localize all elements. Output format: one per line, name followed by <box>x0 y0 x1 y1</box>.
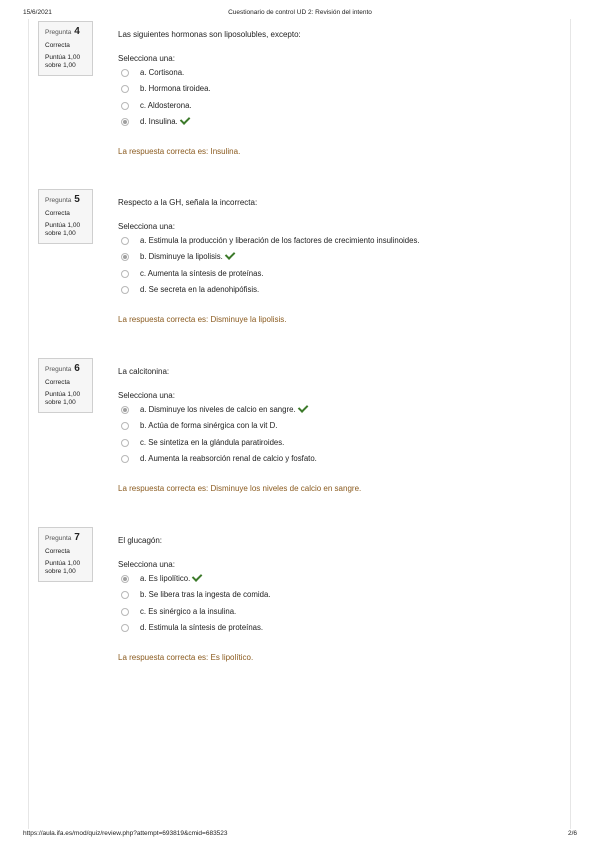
question-state: Correcta <box>45 42 70 49</box>
correct-answer-feedback: La respuesta correcta es: Es lipolítico. <box>118 653 254 662</box>
radio-unselected-icon[interactable] <box>121 422 129 430</box>
radio-unselected-icon[interactable] <box>121 85 129 93</box>
correct-answer-feedback: La respuesta correcta es: Disminuye los niveles de calcio en sangre. <box>118 484 362 493</box>
question-number: Pregunta 5 <box>45 194 80 205</box>
question-text: El glucagón: <box>118 536 163 545</box>
question-grade: Puntúa 1,00 sobre 1,00 <box>45 391 81 406</box>
radio-unselected-icon[interactable] <box>121 608 129 616</box>
question-4: Pregunta 4 Correcta Puntúa 1,00 sobre 1,00 Las siguientes hormonas son liposolubles, excepto: Selecciona una: a. Cortisona. b. Hormona tiroidea. c. Aldosterona. d. Insulina. La respuesta correcta es: Insulina. <box>38 21 578 171</box>
radio-unselected-icon[interactable] <box>121 102 129 110</box>
question-text: Respecto a la GH, señala la incorrecta: <box>118 198 258 207</box>
answer-prompt: Selecciona una: <box>118 560 175 569</box>
checkmark-icon <box>225 250 236 261</box>
checkmark-icon <box>297 402 308 413</box>
page-left-border <box>28 19 29 829</box>
question-info-box <box>38 527 93 582</box>
question-6: Pregunta 6 Correcta Puntúa 1,00 sobre 1,00 La calcitonina: Selecciona una: a. Disminuye los niveles de calcio en sangre. b. Actúa de forma sinérgica con la vit D. c. Se sintetiza en la glándula paratiroides. d. Aumenta la reabsorción renal de calcio y fosfato. La respuesta correcta es: Disminuye los niveles de calcio en sangre. <box>38 358 578 508</box>
print-date: 15/6/2021 <box>23 9 52 16</box>
question-grade: Puntúa 1,00 sobre 1,00 <box>45 54 81 69</box>
radio-selected-icon[interactable] <box>121 118 129 126</box>
question-number: Pregunta 4 <box>45 26 80 37</box>
question-number: Pregunta 7 <box>45 532 80 543</box>
radio-selected-icon[interactable] <box>121 575 129 583</box>
print-page-title: Cuestionario de control UD 2: Revisión del intento <box>228 9 372 16</box>
question-7: Pregunta 7 Correcta Puntúa 1,00 sobre 1,00 El glucagón: Selecciona una: a. Es lipolítico. b. Se libera tras la ingesta de comida. c. Es sinérgico a la insulina. d. Estimula la síntesis de proteínas. La respuesta correcta es: Es lipolítico. <box>38 527 578 677</box>
answer-prompt: Selecciona una: <box>118 391 175 400</box>
print-page-number: 2/6 <box>567 830 577 837</box>
radio-unselected-icon[interactable] <box>121 455 129 463</box>
question-state: Correcta <box>45 210 70 217</box>
question-state: Correcta <box>45 379 70 386</box>
print-url[interactable]: https://aula.ifa.es/mod/quiz/review.php?attempt=693819&cmid=683523 <box>23 830 228 837</box>
answer-prompt: Selecciona una: <box>118 222 175 231</box>
question-state: Correcta <box>45 548 70 555</box>
radio-unselected-icon[interactable] <box>121 439 129 447</box>
question-number: Pregunta 6 <box>45 363 80 374</box>
print-header <box>0 9 600 19</box>
question-grade: Puntúa 1,00 sobre 1,00 <box>45 560 81 575</box>
answer-prompt: Selecciona una: <box>118 54 175 63</box>
checkmark-icon <box>180 114 191 125</box>
question-info-box <box>38 358 93 413</box>
checkmark-icon <box>192 571 203 582</box>
question-info-box <box>38 189 93 244</box>
radio-selected-icon[interactable] <box>121 406 129 414</box>
print-footer <box>0 830 600 840</box>
question-text: Las siguientes hormonas son liposolubles, excepto: <box>118 30 301 39</box>
question-grade: Puntúa 1,00 sobre 1,00 <box>45 222 81 237</box>
question-info-box <box>38 21 93 76</box>
correct-answer-feedback: La respuesta correcta es: Insulina. <box>118 147 241 156</box>
radio-unselected-icon[interactable] <box>121 591 129 599</box>
question-5: Pregunta 5 Correcta Puntúa 1,00 sobre 1,00 Respecto a la GH, señala la incorrecta: Selecciona una: a. Estimula la producción y liberación de los factores de crecimiento insulinoides. b. Disminuye la lipolisis. c. Aumenta la síntesis de proteínas. d. Se secreta en la adenohipófisis. La respuesta correcta es: Disminuye la lipolisis. <box>38 189 578 339</box>
radio-unselected-icon[interactable] <box>121 69 129 77</box>
radio-unselected-icon[interactable] <box>121 237 129 245</box>
radio-selected-icon[interactable] <box>121 253 129 261</box>
radio-unselected-icon[interactable] <box>121 286 129 294</box>
radio-unselected-icon[interactable] <box>121 624 129 632</box>
question-text: La calcitonina: <box>118 367 170 376</box>
correct-answer-feedback: La respuesta correcta es: Disminuye la lipolisis. <box>118 315 287 324</box>
radio-unselected-icon[interactable] <box>121 270 129 278</box>
